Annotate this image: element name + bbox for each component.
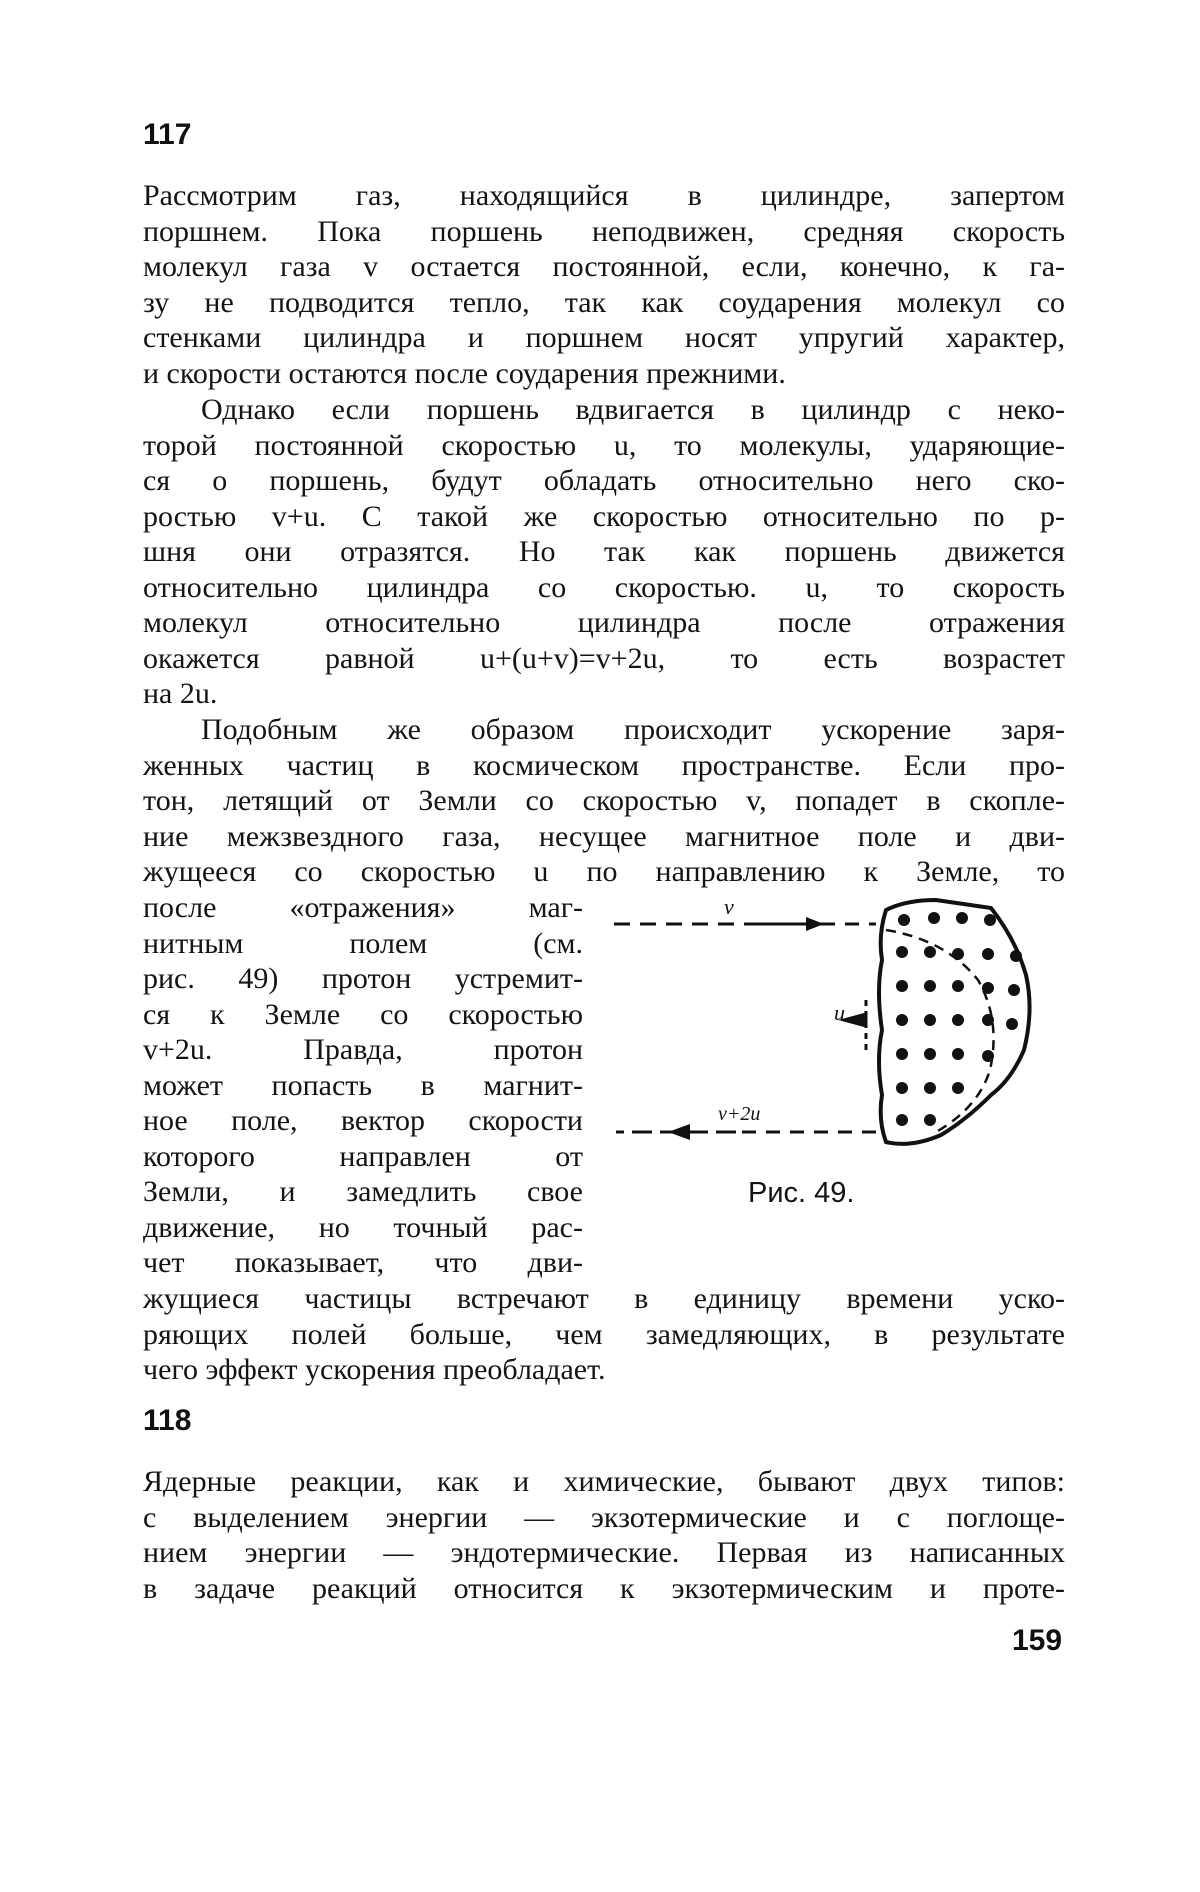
text-line: ростью v+u. С такой же скоростью относительно по р- (143, 499, 1065, 533)
paragraph-117-2 (143, 392, 1065, 712)
text-line: торой постоянной скоростью u, то молекулы, ударяющие- (143, 428, 1065, 462)
text-line: ное поле, вектор скорости (143, 1104, 583, 1137)
text-line: и скорости остаются после соударения прежними. (143, 356, 786, 390)
text-line: в задаче реакций относится к экзотермическим и проте- (143, 1571, 1065, 1605)
label-u: u (834, 1000, 845, 1025)
text-line: чет показывает, что дви- (143, 1246, 583, 1279)
text-line: нитным полем (см. (143, 926, 583, 960)
text-line: Земли, и замедлить свое (143, 1175, 583, 1208)
paragraph-117-3 (143, 712, 1065, 890)
cloud-velocity-arrow (844, 1000, 866, 1050)
label-v-incoming: v (724, 894, 734, 919)
text-line: чего эффект ускорения преобладает. (143, 1353, 606, 1386)
text-line: Ядерные реакции, как и химические, бывают двух типов: (143, 1465, 1065, 1498)
text-line: Рассмотрим газ, находящийся в цилиндре, запертом (143, 179, 1065, 212)
text-line: женных частиц в космическом пространстве. Если про- (143, 748, 1065, 782)
text-line: тон, летящий от Земли со скоростью v, попадет в скопле- (143, 784, 1065, 817)
text-line: зу не подводится тепло, так как соударения молекул со (143, 285, 1065, 319)
text-line: v+2u. Правда, протон (143, 1033, 583, 1066)
text-line: с выделением энергии — экзотермические и с поглоще- (143, 1500, 1065, 1534)
figure-49 (606, 880, 1076, 1160)
text-line: может попасть в магнит- (143, 1068, 583, 1102)
incoming-trajectory (614, 917, 994, 1132)
problem-number-118: 118 (143, 1404, 192, 1437)
text-line: жущееся со скоростью u по направлению к Земле, то (143, 855, 1065, 888)
text-line: Однако если поршень вдвигается в цилиндр с неко- (201, 393, 1065, 426)
label-v-plus-2u: v+2u (718, 1103, 761, 1125)
text-line: после «отражения» маг- (143, 891, 583, 924)
text-line: окажется равной u+(u+v)=v+2u, то есть возрастет (143, 641, 1065, 675)
text-line: ся о поршень, будут обладать относительно него ско- (143, 464, 1065, 497)
text-line: ние межзвездного газа, несущее магнитное поле и дви- (143, 819, 1065, 853)
text-line: молекул газа v остается постоянной, если, конечно, к га- (143, 250, 1065, 283)
text-line: относительно цилиндра со скоростью. u, то скорость (143, 570, 1065, 604)
text-line: шня они отразятся. Но так как поршень движется (143, 535, 1065, 568)
text-line: рис. 49) протон устремит- (143, 962, 583, 995)
text-line: нием энергии — эндотермические. Первая из написанных (143, 1536, 1065, 1569)
text-line: стенками цилиндра и поршнем носят упругий характер, (143, 321, 1065, 354)
text-line: молекул относительно цилиндра после отражения (143, 606, 1065, 639)
outgoing-trajectory (616, 1124, 876, 1140)
text-line: ряющих полей больше, чем замедляющих, в результате (143, 1317, 1065, 1351)
text-line: ся к Земле со скоростью (143, 997, 583, 1031)
paragraph-117-1 (143, 178, 1065, 391)
problem-number-117: 117 (143, 118, 192, 151)
text-line: поршнем. Пока поршень неподвижен, средняя скорость (143, 214, 1065, 248)
paragraph-117-3-wrap (143, 890, 583, 1281)
figure-caption: Рис. 49. (748, 1177, 855, 1209)
text-line: которого направлен от (143, 1139, 583, 1173)
field-dots (896, 912, 1022, 1126)
text-line: Подобным же образом происходит ускорение заря- (201, 713, 1065, 746)
paragraph-118-1 (143, 1464, 1065, 1606)
text-line: на 2u. (143, 677, 218, 710)
text-line: жущиеся частицы встречают в единицу времени уско- (143, 1282, 1065, 1315)
text-line: движение, но точный рас- (143, 1210, 583, 1244)
paragraph-117-3-tail (143, 1281, 1065, 1388)
page-number: 159 (1012, 1624, 1063, 1657)
